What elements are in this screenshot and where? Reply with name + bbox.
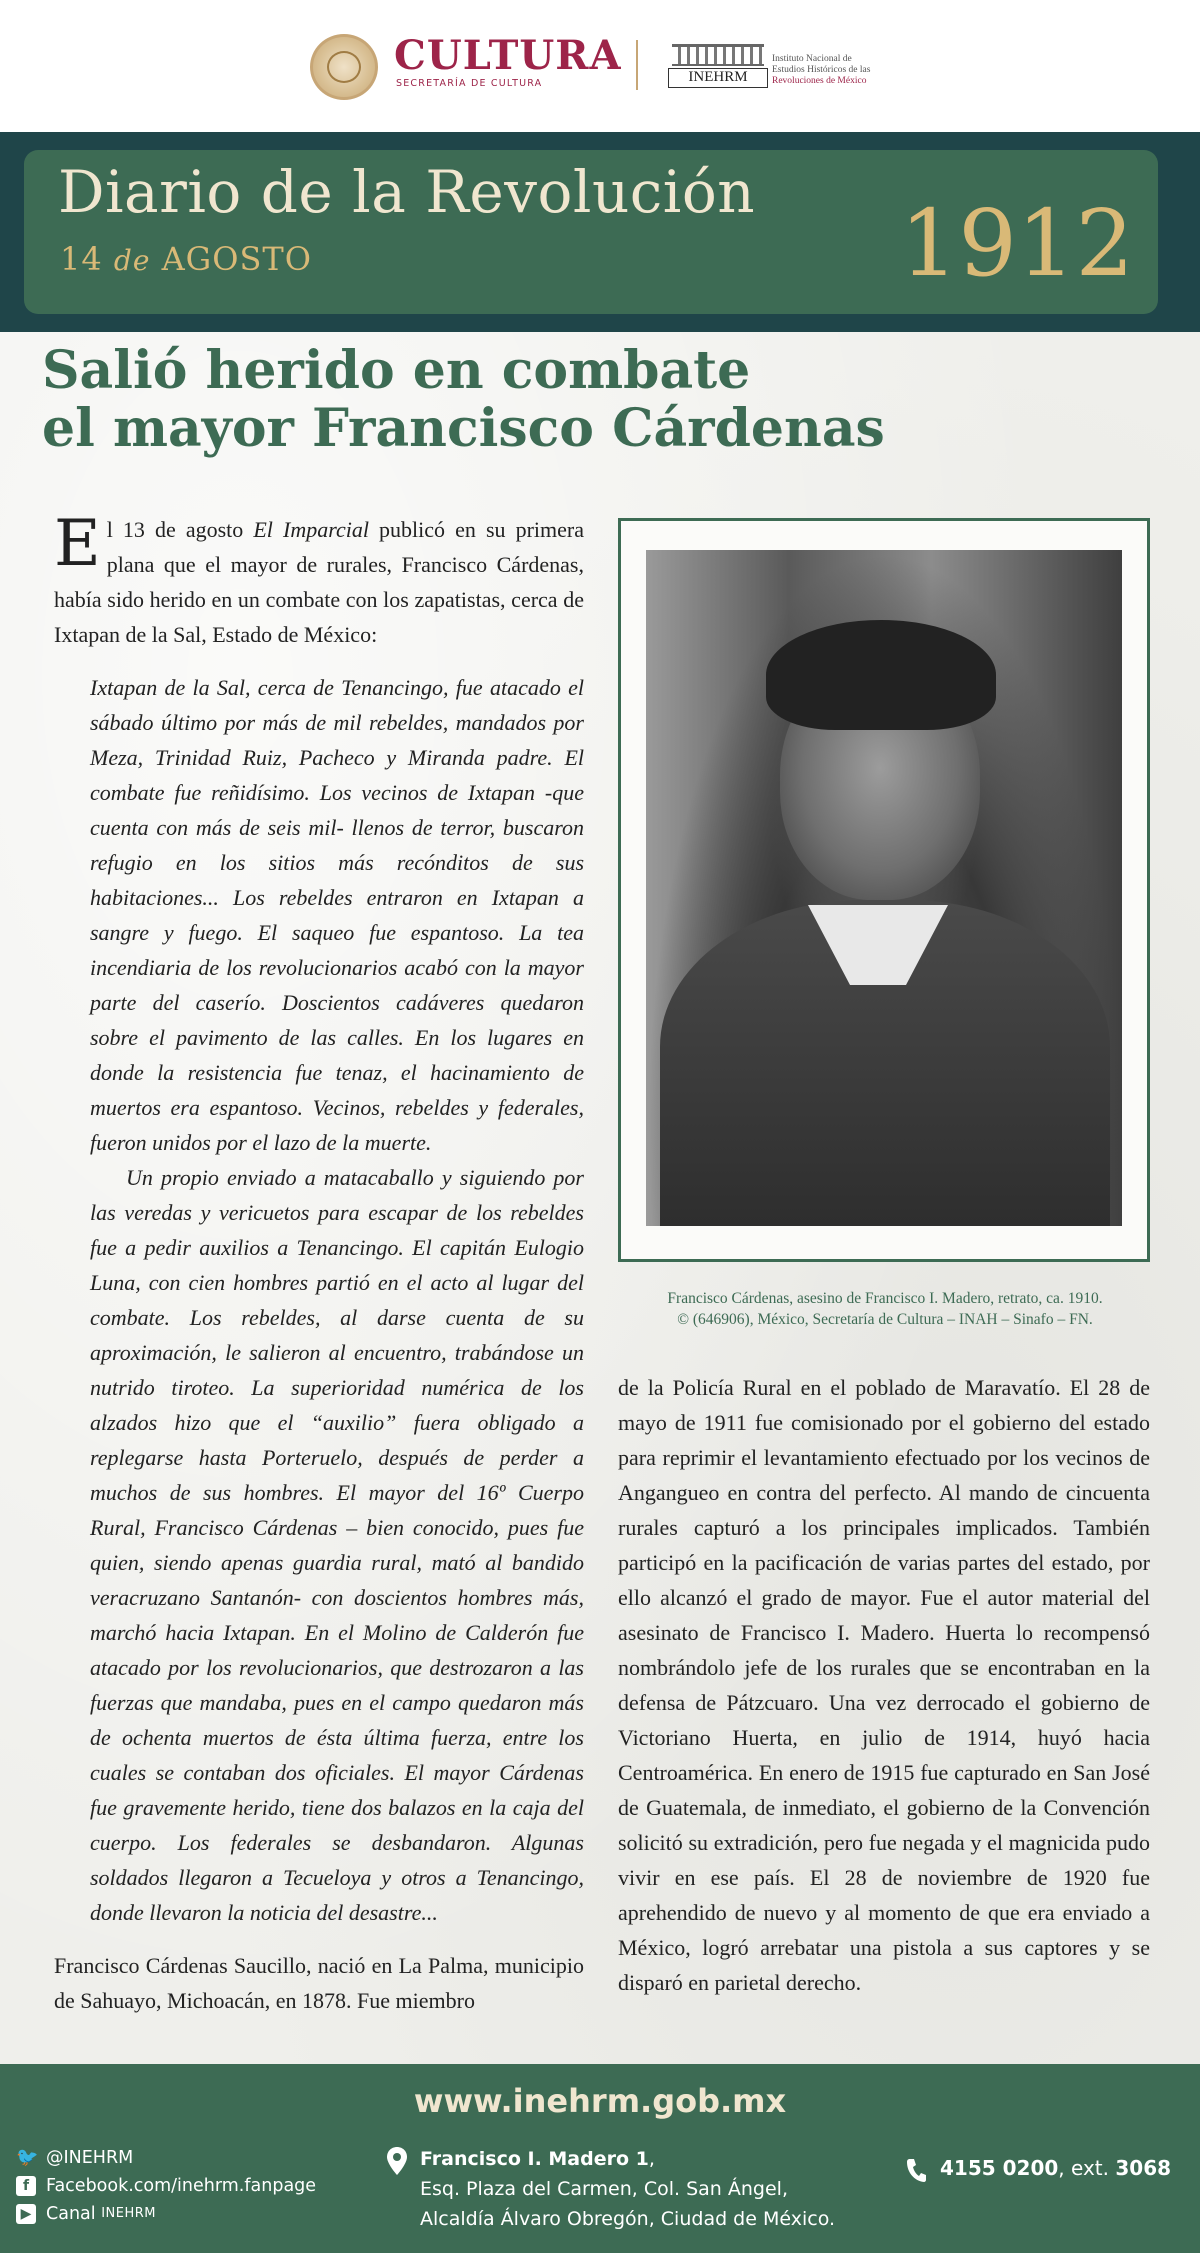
twitter-icon: 🐦 — [16, 2147, 39, 2168]
quote-paragraph-2: Un propio enviado a matacaballo y siguiendo por las veredas y vericuetos para escapar de los rebeldes fue a pedir auxilios a Tenancingo. El capitán Eulogio Luna, con cien hombres partió en el acto al lugar del combate. Los rebeldes, al darse cuenta de su aproximación, le salieron al encuentro, trabándose un nutrido tiroteo. La superioridad numérica de los alzados hizo que el “auxilio” fuera obligado a replegarse hasta Porteruelo, después de perder a muchos de sus hombres. El mayor del 16º Cuerpo Rural, Francisco Cárdenas – bien conocido, pues fue quien, siendo apenas guardia rural, mató al bandido veracruzano Santanón- con doscientos hombres más, marchó hacia Ixtapan. En el Molino de Calderón fue atacado por los revolucionarios, que destrozaron a las fuerzas que mandaba, pues en el campo quedaron más de ochenta muertos de ésta última fuerza, entre los cuales se contaban dos oficiales. El mayor Cárdenas fue gravemente herido, tiene dos balazos en la caja del cuerpo. Los federales se desbandaron. Algunas soldados llegaron a Tecueloya y otros a Tenancingo, donde llevaron la noticia del desastre... — [90, 1165, 584, 1925]
location-pin-icon — [386, 2146, 408, 2176]
facebook-link[interactable]: f Facebook.com/inehrm.fanpage — [16, 2172, 316, 2200]
inehrm-word: INEHRM — [668, 68, 768, 88]
cultura-sub: SECRETARÍA DE CULTURA — [396, 78, 543, 89]
address: Francisco I. Madero 1, Esq. Plaza del Carmen, Col. San Ángel, Alcaldía Álvaro Obregón, Ciudad de México. — [420, 2148, 836, 2230]
twitter-link[interactable]: 🐦 @INEHRM — [16, 2147, 134, 2168]
portrait-hair — [766, 620, 996, 730]
facebook-icon: f — [16, 2176, 36, 2196]
mexico-seal-icon — [310, 34, 378, 100]
intro-paragraph: El 13 de agosto El Imparcial publicó en su primera plana que el mayor de rurales, Francisco Cárdenas, había sido herido en un combate con los zapatistas, cerca de Ixtapan de la Sal, Estado de México: — [54, 507, 584, 647]
website-link[interactable]: www.inehrm.gob.mx — [413, 2082, 787, 2120]
cultura-logo: CULTURA — [394, 32, 622, 79]
inehrm-logo — [668, 44, 768, 88]
article-headline: Salió herido en combate el mayor Francisco Cárdenas — [42, 340, 885, 459]
article-left-column — [54, 507, 584, 2018]
youtube-icon: ▶ — [16, 2204, 36, 2224]
phone-number[interactable]: 4155 0200, ext. 3068 — [940, 2156, 1172, 2180]
dropcap: E — [54, 507, 101, 581]
inehrm-name: Instituto Nacional de Estudios Históricos de las Revoluciones de México — [772, 54, 871, 86]
banner-year: 1912 — [899, 190, 1134, 297]
phone-icon — [906, 2158, 926, 2182]
article-right-column — [618, 1370, 1150, 2000]
biography-paragraph-start: Francisco Cárdenas Saucillo, nació en La Palma, municipio de Sahuayo, Michoacán, en 1878. Fue miembro — [54, 1953, 584, 2013]
social-links — [16, 2144, 316, 2228]
youtube-link[interactable]: ▶ Canal INEHRM — [16, 2200, 316, 2228]
building-icon — [672, 44, 764, 66]
logo-divider — [636, 40, 638, 90]
newspaper-quote — [90, 670, 584, 1930]
biography-paragraph-end: de la Policía Rural en el poblado de Maravatío. El 28 de mayo de 1911 fue comisionado por el gobierno del estado para reprimir el levantamiento efectuado por los vecinos de Angangueo en contra del perfecto. Al mando de cincuenta rurales capturó a los principales implicados. También participó en la pacificación de varias partes del estado, por ello alcanzó el grado de mayor. Fue el autor material del asesinato de Francisco I. Madero. Huerta lo recompensó nombrándolo jefe de los rurales que se encontraban en la defensa de Pátzcuaro. Una vez derrocado el gobierno de Victoriano Huerta, en julio de 1914, huyó hacia Centroamérica. En enero de 1915 fue capturado en San José de Guatemala, de inmediato, el gobierno de la Convención solicitó su extradición, pero fue negada y el magnicida pudo vivir en ese país. El 28 de noviembre de 1920 fue aprehendido de nuevo y al momento de que era enviado a México, logró arrebatar una pistola a sus captores y se disparó en parietal derecho. — [618, 1375, 1150, 1995]
photo-caption: Francisco Cárdenas, asesino de Francisco I. Madero, retrato, ca. 1910. © (646906), México, Secretaría de Cultura – INAH – Sinafo – FN. — [667, 1290, 1103, 1328]
quote-paragraph-1: Ixtapan de la Sal, cerca de Tenancingo, fue atacado el sábado último por más de mil rebeldes, mandados por Meza, Trinidad Ruiz, Pacheco y Miranda padre. El combate fue reñidísimo. Los vecinos de Ixtapan -que cuenta con más de seis mil- llenos de terror, buscaron refugio en los sitios más recónditos de sus habitaciones... Los rebeldes entraron en Ixtapan a sangre y fuego. El saqueo fue espantoso. La tea incendiaria de los revolucionarios acabó con la mayor parte del caserío. Doscientos cadáveres quedaron sobre el pavimento de las calles. En los lugares en donde la resistencia fue tenaz, el hacinamiento de muertos era espantoso. Vecinos, rebeldes y federales, fueron unidos por el lazo de la muerte. — [90, 675, 584, 1155]
banner-date: 14 de AGOSTO — [60, 240, 312, 278]
page-title: Diario de la Revolución — [58, 158, 756, 226]
